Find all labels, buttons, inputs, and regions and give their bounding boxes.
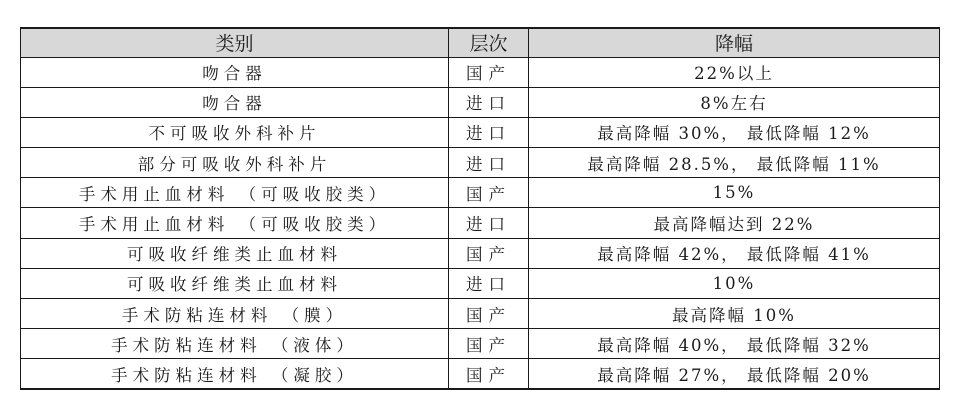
table-row: [21, 87, 940, 117]
cell-reduction: 最高降幅 30%， 最低降幅 12%: [529, 117, 940, 147]
cell-level: 进口: [449, 268, 529, 298]
cell-reduction: 最高降幅 42%， 最低降幅 41%: [529, 238, 940, 268]
table-row: [21, 359, 940, 389]
cell-category: 手术用止血材料 （可吸收胶类）: [21, 208, 449, 238]
table-header: [21, 28, 940, 57]
cell-level: 进口: [449, 117, 529, 147]
cell-level: 国产: [449, 329, 529, 359]
header-reduction: 降幅: [529, 28, 940, 57]
price-reduction-table-container: [20, 27, 939, 390]
cell-reduction: 8%左右: [529, 87, 940, 117]
table-row: [21, 329, 940, 359]
cell-reduction: 最高降幅 40%， 最低降幅 32%: [529, 329, 940, 359]
table-row: [21, 238, 940, 268]
cell-level: 国产: [449, 57, 529, 87]
cell-reduction: 最高降幅 27%， 最低降幅 20%: [529, 359, 940, 389]
table-row: [21, 57, 940, 87]
cell-level: 进口: [449, 87, 529, 117]
cell-level: 国产: [449, 178, 529, 208]
cell-reduction: 15%: [529, 178, 940, 208]
cell-category: 吻合器: [21, 57, 449, 87]
price-reduction-table: [20, 27, 940, 390]
header-level: 层次: [449, 28, 529, 57]
cell-level: 国产: [449, 359, 529, 389]
header-row: [21, 28, 940, 57]
cell-level: 进口: [449, 148, 529, 178]
cell-level: 国产: [449, 299, 529, 329]
table-row: [21, 299, 940, 329]
cell-category: 手术用止血材料 （可吸收胶类）: [21, 178, 449, 208]
header-category: 类别: [21, 28, 449, 57]
table-row: [21, 208, 940, 238]
cell-category: 不可吸收外科补片: [21, 117, 449, 147]
table-row: [21, 178, 940, 208]
table-row: [21, 268, 940, 298]
cell-category: 吻合器: [21, 87, 449, 117]
cell-category: 可吸收纤维类止血材料: [21, 238, 449, 268]
table-row: [21, 148, 940, 178]
cell-level: 国产: [449, 238, 529, 268]
cell-category: 手术防粘连材料 （膜）: [21, 299, 449, 329]
table-row: [21, 117, 940, 147]
cell-category: 可吸收纤维类止血材料: [21, 268, 449, 298]
cell-category: 手术防粘连材料 （凝胶）: [21, 359, 449, 389]
cell-category: 部分可吸收外科补片: [21, 148, 449, 178]
cell-reduction: 最高降幅 28.5%， 最低降幅 11%: [529, 148, 940, 178]
cell-reduction: 最高降幅 10%: [529, 299, 940, 329]
cell-reduction: 22%以上: [529, 57, 940, 87]
cell-category: 手术防粘连材料 （液体）: [21, 329, 449, 359]
table-body: [21, 57, 940, 389]
cell-reduction: 最高降幅达到 22%: [529, 208, 940, 238]
cell-level: 进口: [449, 208, 529, 238]
cell-reduction: 10%: [529, 268, 940, 298]
